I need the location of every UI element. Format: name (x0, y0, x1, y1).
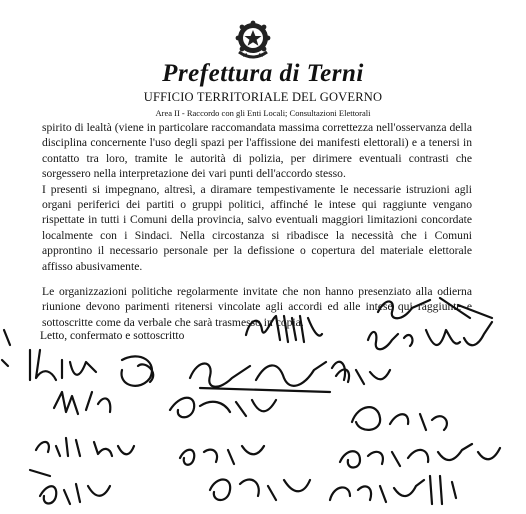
signature (210, 480, 310, 501)
signature (378, 298, 492, 318)
prefecture-title: Prefettura di Terni (162, 60, 364, 87)
body-paragraph-1: spirito di lealtà (viene in particolare raccomandata massima correttezza nell'osservanza della disciplina concernente l'uso degli spazi per l'affissione dei manifesti elettorali) e a tenersi in contatto tra loro, tramite le autorità di polizia, per dirimere eventuali contrasti che sorgessero nella interpretazione dei vari punti dell'accordo stesso. (42, 121, 472, 181)
signature (54, 392, 110, 414)
signature (30, 470, 50, 476)
office-subtitle: UFFICIO TERRITORIALE DEL GOVERNO (143, 90, 383, 104)
body-paragraph-3: Le organizzazioni politiche regolarmente invitate che non hanno presenziato alla odierna riunione devono parimenti ritenersi vincolate agli accordi ed alle intese qui raggiunte e sottoscritte come da verbale che sarà trasmesso in copia. (42, 285, 472, 329)
signature (330, 476, 456, 504)
signature (36, 438, 134, 456)
signature (200, 388, 330, 392)
signature (352, 407, 447, 430)
signature (340, 444, 500, 468)
body-paragraph-2: I presenti si impegnano, altresì, a diramare tempestivamente le necessarie istruzioni agli organi periferici dei partiti o gruppi politici, affinché le intese qui raggiunte vengano rispettate in tutti i Comuni della provincia, salvo eventuali maggiori limitazioni concordate localmente con i Sindaci. Nella circostanza si ribadisce la necessità che i Comuni approntino il necessario personale per la defissione o copertura del materiale elettorale affisso abusivamente. (42, 182, 472, 273)
signature (190, 362, 345, 387)
signature (368, 322, 492, 349)
signature (180, 446, 264, 465)
margin-mark (2, 330, 10, 366)
area-line: Area II - Raccordo con gli Enti Locali; Consultazioni Elettorali (155, 108, 371, 118)
closing-line: Letto, confermato e sottoscritto (40, 330, 185, 342)
signature (246, 316, 322, 342)
signature (40, 484, 110, 504)
signature (30, 350, 96, 380)
signature (170, 398, 276, 418)
signature (122, 356, 154, 386)
